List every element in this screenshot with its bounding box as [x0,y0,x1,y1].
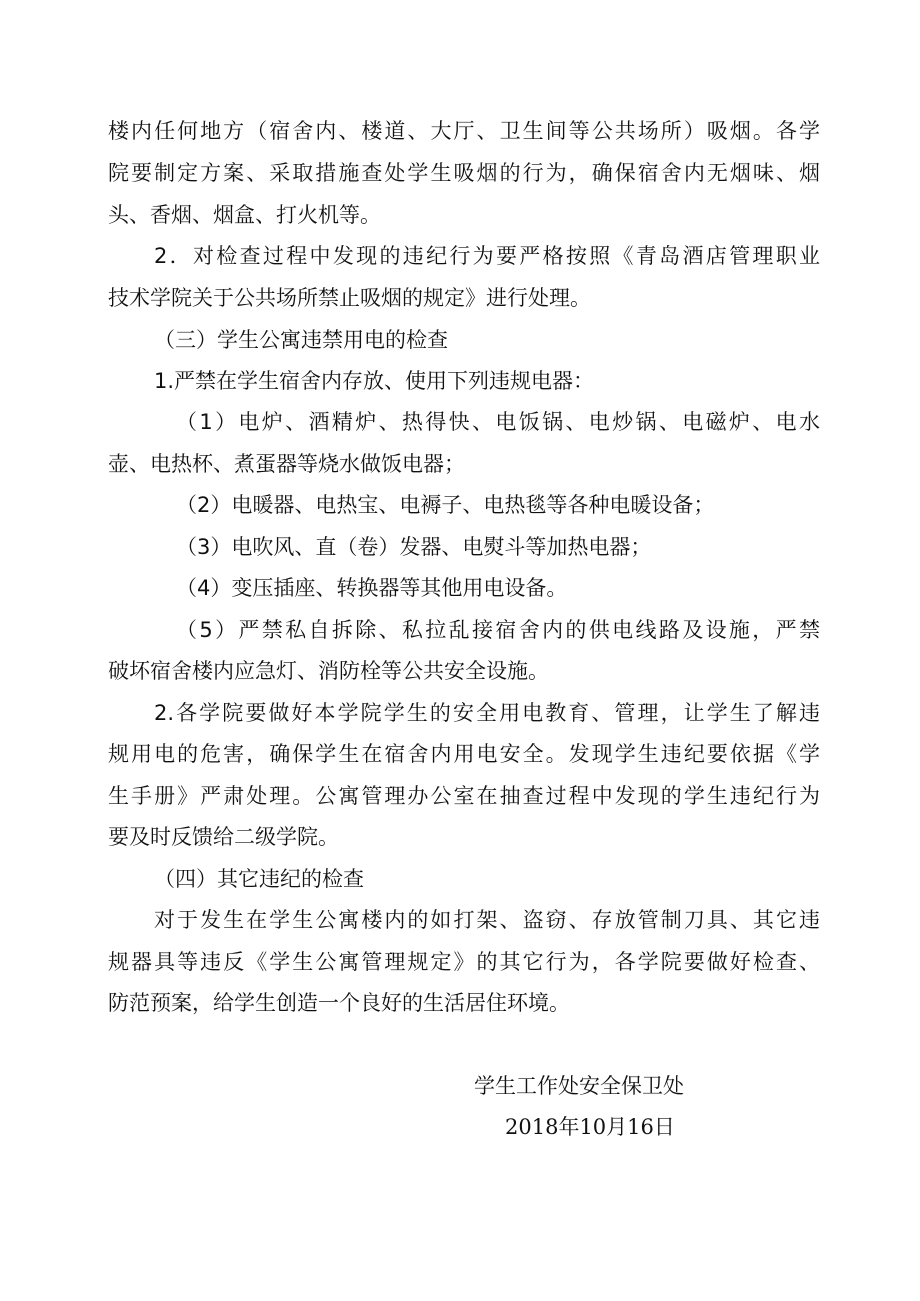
paragraph-line: 头、香烟、烟盒、打火机等。 [108,203,381,227]
paragraph-line: 1.严禁在学生宿舍内存放、使用下列违规电器： [154,369,595,393]
list-item-line: 壶、电热杯、煮蛋器等烧水做饭电器； [108,452,465,476]
list-item-line: （3）电吹风、直（卷）发器、电熨斗等加热电器； [176,535,652,559]
paragraph-line: 生手册》严肃处理。公寓管理办公室在抽查过程中发现的学生违纪行为 [108,784,820,808]
signature-date: 2018年10月16日 [505,1115,675,1139]
section-heading: （三）学生公寓违禁用电的检查 [154,328,448,352]
paragraph-line: 对于发生在学生公寓楼内的如打架、盗窃、存放管制刀具、其它违 [154,908,820,932]
list-item-line: （4）变压插座、转换器等其他用电设备。 [176,576,568,600]
list-item-line: （1）电炉、酒精炉、热得快、电饭锅、电炒锅、电磁炉、电水 [176,410,820,434]
list-item-line: （2）电暖器、电热宝、电褥子、电热毯等各种电暖设备； [176,493,715,517]
paragraph-line: 2.各学院要做好本学院学生的安全用电教育、管理，让学生了解违 [154,701,820,725]
signature-organization: 学生工作处安全保卫处 [474,1074,684,1098]
paragraph-line: 要及时反馈给二级学院。 [108,825,339,849]
list-item-line: 破坏宿舍楼内应急灯、消防栓等公共安全设施。 [108,659,549,683]
paragraph-line: 规用电的危害，确保学生在宿舍内用电安全。发现学生违纪要依据《学 [108,742,820,766]
section-heading: （四）其它违纪的检查 [154,867,364,891]
paragraph-line: 院要制定方案、采取措施查处学生吸烟的行为，确保宿舍内无烟味、烟 [108,161,820,185]
paragraph-line: 规器具等违反《学生公寓管理规定》的其它行为，各学院要做好检查、 [108,950,820,974]
paragraph-line: 技术学院关于公共场所禁止吸烟的规定》进行处理。 [108,286,591,310]
paragraph-line: 楼内任何地方（宿舍内、楼道、大厅、卫生间等公共场所）吸烟。各学 [108,119,820,143]
list-item-line: （5）严禁私自拆除、私拉乱接宿舍内的供电线路及设施，严禁 [176,618,820,642]
paragraph-line: 防范预案，给学生创造一个良好的生活居住环境。 [108,991,570,1015]
paragraph-line: 2．对检查过程中发现的违纪行为要严格按照《青岛酒店管理职业 [154,244,820,268]
